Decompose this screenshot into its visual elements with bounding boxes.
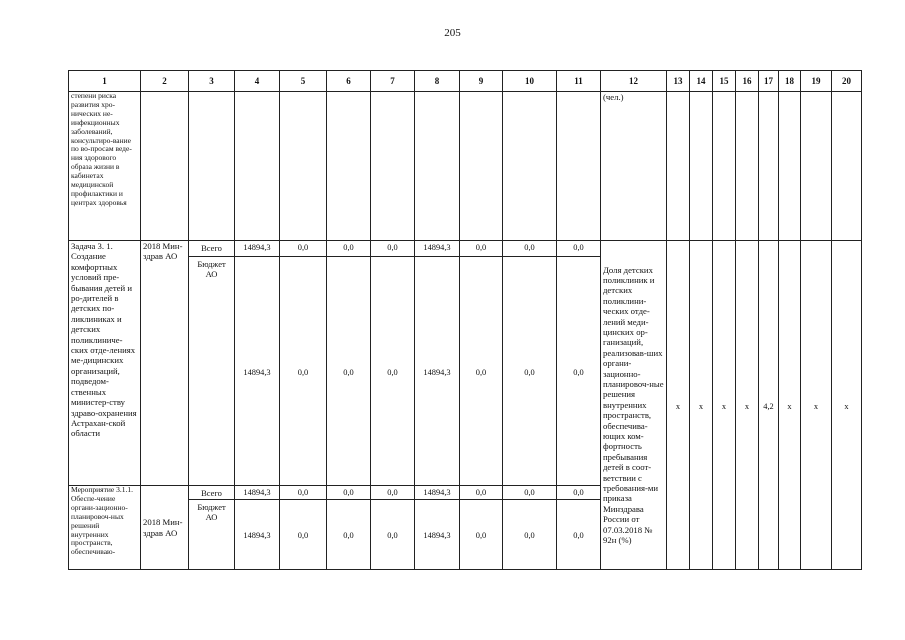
value-cell: 0,0 (371, 500, 415, 570)
header-cell: 2 (141, 71, 189, 92)
funding-source: Всего (189, 486, 235, 500)
value-cell: 0,0 (371, 257, 415, 486)
header-cell: 6 (327, 71, 371, 92)
value-cell: 0,0 (327, 500, 371, 570)
program-table (68, 70, 862, 570)
header-cell: 13 (667, 71, 690, 92)
value-cell: 0,0 (460, 257, 503, 486)
value-cell: 14894,3 (235, 241, 280, 257)
value-cell: 14894,3 (235, 257, 280, 486)
value-cell: 0,0 (280, 486, 327, 500)
indicator-value: х (779, 241, 801, 570)
measure-years-executor: 2018 Мин-здрав АО (141, 486, 189, 570)
header-cell: 12 (601, 71, 667, 92)
header-cell: 10 (503, 71, 557, 92)
indicator-value: х (667, 241, 690, 570)
value-cell: 0,0 (280, 257, 327, 486)
continuation-indicator: (чел.) (601, 92, 667, 241)
value-cell: 0,0 (503, 241, 557, 257)
value-cell: 14894,3 (415, 257, 460, 486)
task-years-executor: 2018 Мин-здрав АО (141, 241, 189, 486)
header-cell: 5 (280, 71, 327, 92)
value-cell: 0,0 (503, 486, 557, 500)
value-cell: 0,0 (460, 486, 503, 500)
header-cell: 15 (713, 71, 736, 92)
continuation-description: степени риска развития хро-нических не-инфекционных заболеваний, консультиро-вание по во-просам веде-ния здорового образа жизни в кабинетах медицинской профилактики и центрах здоровья (69, 92, 141, 241)
header-cell: 8 (415, 71, 460, 92)
header-cell: 1 (69, 71, 141, 92)
indicator-value: 4,2 (759, 241, 779, 570)
indicator-value: х (736, 241, 759, 570)
value-cell: 0,0 (327, 486, 371, 500)
measure-description: Мероприятие 3.1.1. Обеспе-чение органи-зационно-планировоч-ных решений внутренних пространств, обеспечиваю- (69, 486, 141, 570)
value-cell: 14894,3 (415, 486, 460, 500)
value-cell: 0,0 (460, 500, 503, 570)
value-cell: 0,0 (557, 486, 601, 500)
value-cell: 0,0 (280, 241, 327, 257)
header-row (69, 71, 862, 92)
value-cell: 0,0 (371, 241, 415, 257)
continuation-row (69, 92, 862, 241)
value-cell: 0,0 (557, 257, 601, 486)
header-cell: 14 (690, 71, 713, 92)
value-cell: 0,0 (557, 241, 601, 257)
value-cell: 14894,3 (235, 500, 280, 570)
indicator-description: Доля детских поликлиник и детских поликлини-ческих отде-лений меди-цинских ор-ганизаций, реализовав-ших органи-зационно-планировоч-ные решения внутренних пространств, обеспечива-ющих ком-фортность пребывания детей в соот-ветствии с требования-ми приказа Минздрава России от 07.03.2018 № 92н (%) (601, 241, 667, 570)
header-cell: 20 (832, 71, 862, 92)
indicator-value: х (832, 241, 862, 570)
header-cell: 16 (736, 71, 759, 92)
task-total-row (69, 241, 862, 257)
header-cell: 7 (371, 71, 415, 92)
indicator-value: х (801, 241, 832, 570)
funding-source: Бюджет АО (189, 500, 235, 570)
task-description: Задача 3. 1. Создание комфортных условий пре-бывания детей и ро-дителей в детских по-ликлиниках и детских поликлиниче-ских отде-лениях ме-дицинских организаций, подведом-ственных министер-ству здраво-охранения Астрахан-ской области (69, 241, 141, 486)
header-cell: 17 (759, 71, 779, 92)
value-cell: 0,0 (557, 500, 601, 570)
funding-source: Бюджет АО (189, 257, 235, 486)
value-cell: 0,0 (280, 500, 327, 570)
funding-source: Всего (189, 241, 235, 257)
header-cell: 18 (779, 71, 801, 92)
value-cell: 14894,3 (235, 486, 280, 500)
value-cell: 0,0 (503, 257, 557, 486)
value-cell: 0,0 (371, 486, 415, 500)
header-cell: 11 (557, 71, 601, 92)
value-cell: 0,0 (327, 257, 371, 486)
value-cell: 0,0 (327, 241, 371, 257)
value-cell: 0,0 (460, 241, 503, 257)
value-cell: 14894,3 (415, 241, 460, 257)
page-number: 205 (444, 27, 461, 39)
value-cell: 0,0 (503, 500, 557, 570)
header-cell: 4 (235, 71, 280, 92)
indicator-value: х (713, 241, 736, 570)
indicator-value: х (690, 241, 713, 570)
header-cell: 9 (460, 71, 503, 92)
value-cell: 14894,3 (415, 500, 460, 570)
header-cell: 19 (801, 71, 832, 92)
header-cell: 3 (189, 71, 235, 92)
